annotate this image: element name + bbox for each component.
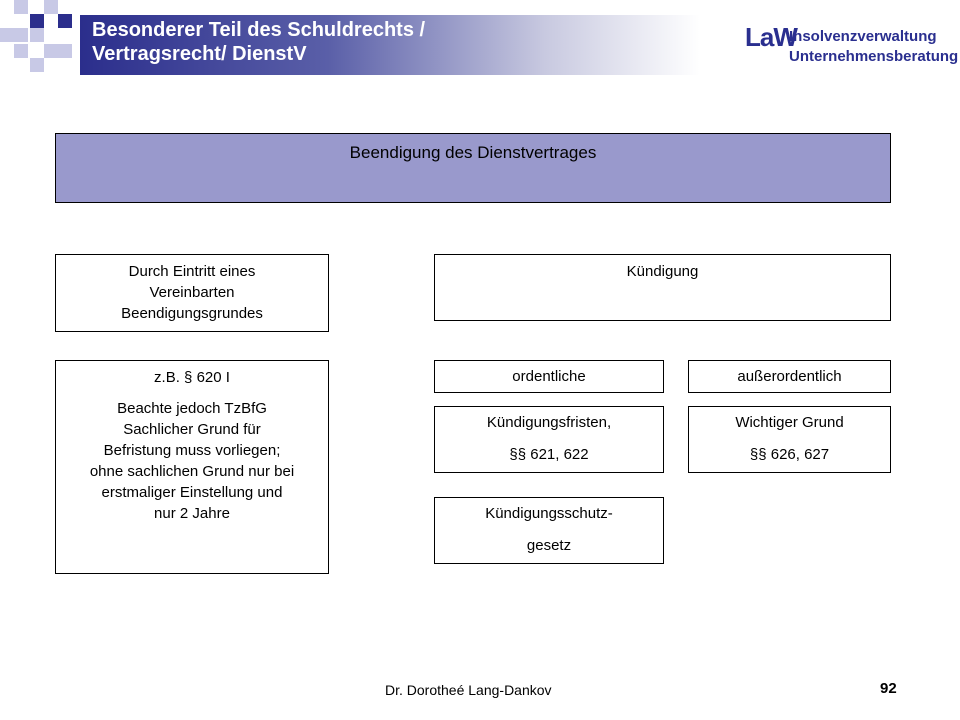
box-line: Durch Eintritt eines [128,263,256,280]
main-topic-box [55,133,891,203]
page-title [92,18,425,66]
deco-square [30,58,44,72]
box-line: erstmaliger Einstellung und [101,484,283,501]
box-line: z.B. § 620 I [154,369,230,386]
deco-square [14,0,28,14]
deco-square [58,44,72,58]
box-line: Kündigungsschutz- [485,505,613,522]
deco-square [58,14,72,28]
logo-mark: LaW [745,22,797,52]
box-line: Beendigungsgrundes [121,305,263,322]
deco-square [30,14,44,28]
box-line: §§ 621, 622 [509,446,589,463]
ausserordentlich-label: außerordentlich [737,368,842,385]
page-number: 92 [880,680,897,697]
kuendigung-label: Kündigung [626,263,699,280]
box-line: nur 2 Jahre [154,505,230,522]
deco-square [0,28,14,42]
ordentliche-label: ordentliche [512,368,586,385]
footer-author: Dr. Dorotheé Lang-Dankov [385,682,552,698]
deco-square [14,44,28,58]
logo-line-2: Unternehmensberatung [789,48,959,65]
box-line: Wichtiger Grund [735,414,844,431]
deco-square [44,0,58,14]
box-line: §§ 626, 627 [749,446,830,463]
kuendigungsschutz-box [434,497,664,564]
box-line: ohne sachlichen Grund nur bei [89,463,295,480]
box-line: Beachte jedoch TzBfG [117,400,267,417]
box-line: gesetz [526,537,572,554]
box-line: Vereinbarten [149,284,235,301]
vereinbarter-grund-box [55,254,329,332]
befristung-box [55,360,329,574]
kuendigungsfristen-box [434,406,664,473]
deco-square [44,44,58,58]
box-line: Sachlicher Grund für [123,421,261,438]
wichtiger-grund-box [688,406,891,473]
kuendigung-box [434,254,891,321]
deco-square [30,28,44,42]
ordentliche-box [434,360,664,393]
box-line: Befristung muss vorliegen; [103,442,281,459]
title-line-2: Vertragsrecht/ DienstV [92,43,307,65]
ausserordentlich-box [688,360,891,393]
main-topic-label: Beendigung des Dienstvertrages [349,143,597,162]
title-line-1: Besonderer Teil des Schuldrechts / [92,19,426,41]
logo-line-1: Insolvenzverwaltung [789,28,937,45]
deco-square [14,28,28,42]
box-line: Kündigungsfristen, [486,414,612,431]
